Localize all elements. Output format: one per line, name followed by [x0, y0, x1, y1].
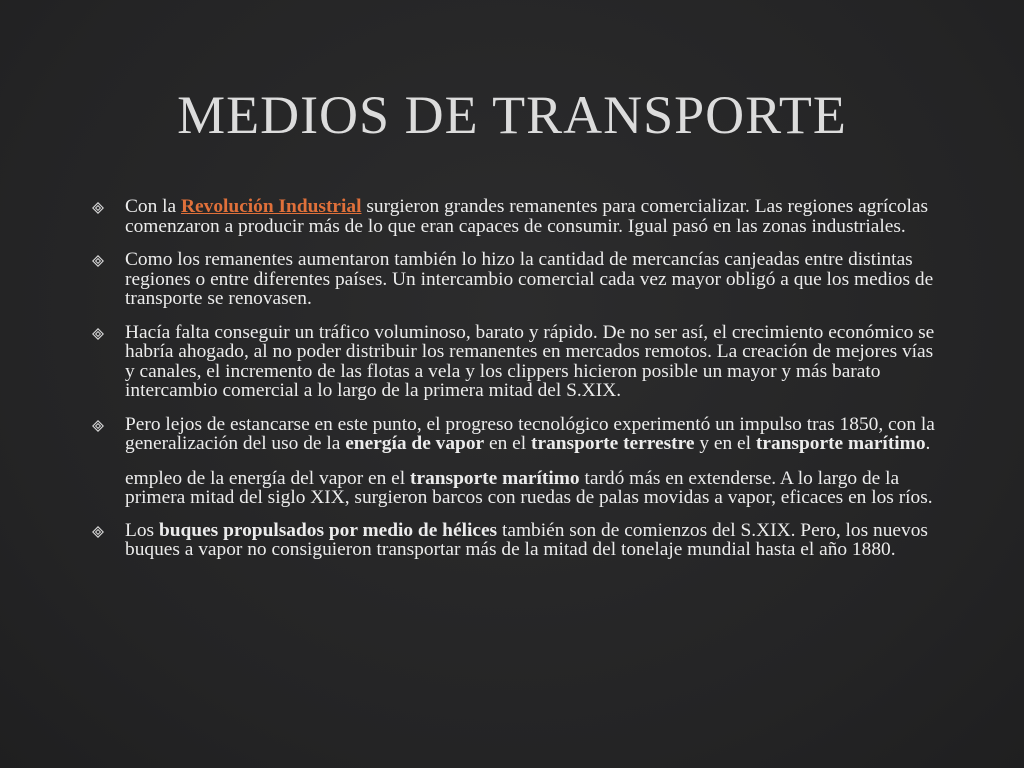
bullet-text: Pero lejos de estancarse en este punto, el progreso tecnológico experimentó un impulso tras 1850, con la generalización del uso de la — [125, 413, 935, 454]
bullet-text: . — [925, 433, 931, 454]
bullet-text: Hacía falta conseguir un tráfico voluminoso, barato y rápido. De no ser así, el crecimiento económico se habría ahogado, al no poder distribuir los remanentes en mercados remotos. La creación de mejores vías y canales, el incremento de las flotas a vela y los clippers hicieron posible un mayor y más barato intercambio comercial a lo largo de la primera mitad del S.XIX. — [125, 321, 935, 401]
bullet-text: surgieron grandes remanentes para comercializar. Las regiones agrícolas comenzaron a producir más de lo que eran capaces de consumir. Igual pasó en las zonas industriales. — [125, 196, 929, 237]
diamond-bullet-icon — [92, 420, 104, 432]
bullet-item-2 — [92, 250, 942, 309]
bullet-item-1 — [92, 197, 942, 236]
bullet-text: y en el — [694, 433, 756, 454]
bullet-text: Los — [125, 519, 159, 541]
revolucion-industrial-link[interactable]: Revolución Industrial — [181, 196, 362, 217]
paragraph-text: tardó más en extenderse. A lo largo de la primera mitad del siglo XIX, surgieron barcos con ruedas de palas movidas a vapor, eficaces en los ríos. — [125, 467, 933, 508]
bold-term: transporte terrestre — [531, 433, 695, 454]
continuation-paragraph — [92, 469, 942, 508]
bullet-text: también son de comienzos del S.XIX. Pero, los nuevos buques a vapor no consiguieron transportar más de la mitad del tonelaje mundial hasta el año 1880. — [125, 519, 928, 560]
bold-term: buques propulsados por medio de hélices — [158, 519, 498, 541]
bold-term: energía de vapor — [345, 433, 485, 454]
slide-title: MEDIOS DE TRANSPORTE — [177, 85, 847, 145]
bullet-item-5 — [92, 521, 942, 560]
bullet-item-3 — [92, 323, 942, 401]
diamond-bullet-icon — [92, 202, 104, 214]
bullet-text: Como los remanentes aumentaron también lo hizo la cantidad de mercancías canjeadas entre distintas regiones o entre diferentes países. Un intercambio comercial cada vez mayor obligó a que los medios de transporte se renovasen. — [125, 249, 934, 309]
bullet-text: en el — [484, 433, 531, 454]
diamond-bullet-icon — [92, 328, 104, 340]
diamond-bullet-icon — [92, 526, 104, 538]
bullet-item-4 — [92, 415, 942, 454]
diamond-bullet-icon — [92, 255, 104, 267]
bold-term: transporte marítimo — [410, 467, 580, 489]
paragraph-text: empleo de la energía del vapor en el — [125, 467, 410, 489]
bold-term: transporte marítimo — [755, 433, 926, 454]
bullet-text: Con la — [125, 196, 182, 217]
slide-content — [92, 197, 942, 574]
